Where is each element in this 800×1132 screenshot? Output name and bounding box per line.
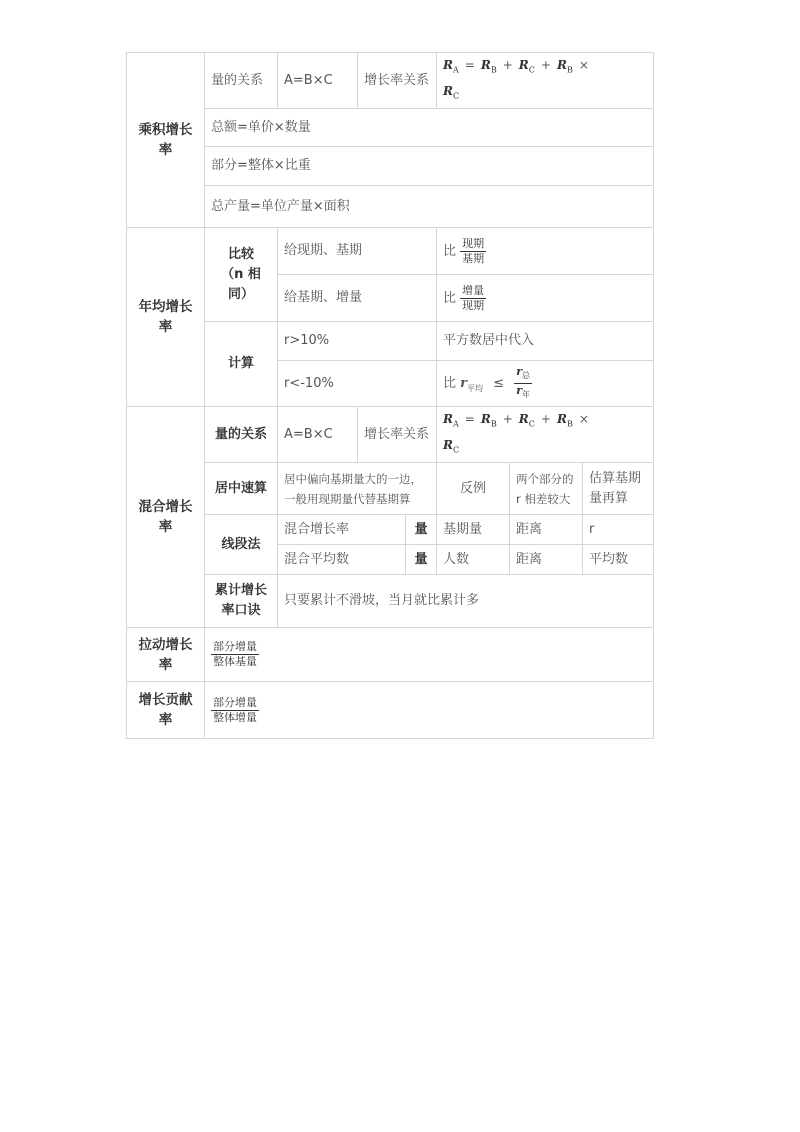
table-row bbox=[127, 575, 654, 628]
section-title-mixed: 混合增长率 bbox=[127, 407, 205, 628]
seg-cell: 量 bbox=[406, 545, 437, 575]
seg-cell: 平均数 bbox=[583, 545, 654, 575]
section-title-annual-average: 年均增长率 bbox=[127, 228, 205, 407]
fraction-current-over-base: $\frac{\text{现期}}{\text{基期}}$ bbox=[462, 236, 485, 265]
rate-relation-label: 增长率关系 bbox=[358, 53, 437, 109]
estimate-base: 估算基期量再算 bbox=[583, 463, 654, 515]
table-row bbox=[127, 628, 654, 682]
total-amount-formula: 总额=单价×数量 bbox=[205, 109, 654, 147]
fraction-part-inc-over-whole-base: $\frac{\text{部分增量}}{\text{整体基量}}$ bbox=[213, 640, 257, 668]
table-row bbox=[127, 53, 654, 109]
section-title-pull: 拉动增长率 bbox=[127, 628, 205, 682]
qty-relation-value: A=B×C bbox=[278, 407, 358, 463]
pull-rate-formula bbox=[205, 628, 654, 682]
table-row bbox=[127, 228, 654, 275]
condition-below-minus-10: r<-10% bbox=[278, 361, 437, 407]
seg-cell: 距离 bbox=[510, 545, 583, 575]
fraction-increment-over-current: $\frac{\text{增量}}{\text{现期}}$ bbox=[462, 283, 485, 312]
given-base-increment: 给基期、增量 bbox=[278, 275, 437, 322]
fraction-total-over-years: $\frac{r_总}{r_年}$ bbox=[514, 365, 532, 402]
compare-label: 比较 （n 相 同） bbox=[205, 228, 278, 322]
rate-relation-formula: $R_A = R_B + R_C + R_B$ × $R_C$ bbox=[437, 53, 654, 109]
table-row bbox=[127, 186, 654, 228]
seg-cell: 人数 bbox=[437, 545, 510, 575]
seg-cell: r bbox=[583, 515, 654, 545]
part-whole-formula: 部分=整体×比重 bbox=[205, 147, 654, 186]
seg-cell: 量 bbox=[406, 515, 437, 545]
seg-cell: 距离 bbox=[510, 515, 583, 545]
section-title-contribution: 增长贡献率 bbox=[127, 682, 205, 739]
table-row bbox=[127, 463, 654, 515]
qty-relation-label: 量的关系 bbox=[205, 407, 278, 463]
rate-relation-label: 增长率关系 bbox=[358, 407, 437, 463]
table-row bbox=[127, 147, 654, 186]
two-parts-condition: 两个部分的 r 相差较大 bbox=[510, 463, 583, 515]
compare-inequality: 比 $r_{平均}$ ≤ $\frac{r_总}{r_年}$ bbox=[437, 361, 654, 407]
table-row bbox=[127, 407, 654, 463]
calc-label: 计算 bbox=[205, 322, 278, 407]
middle-calc-label: 居中速算 bbox=[205, 463, 278, 515]
given-current-base: 给现期、基期 bbox=[278, 228, 437, 275]
seg-cell: 基期量 bbox=[437, 515, 510, 545]
contribution-rate-formula bbox=[205, 682, 654, 739]
rate-relation-formula: $R_A = R_B + R_C + R_B$ × $R_C$ bbox=[437, 407, 654, 463]
compare-ratio-1: 比 $\frac{\text{现期}}{\text{基期}}$ bbox=[437, 228, 654, 275]
table-row bbox=[127, 682, 654, 739]
middle-calc-desc: 居中偏向基期量大的一边，一般用现期量代替基期算 bbox=[278, 463, 437, 515]
condition-above-10: r>10% bbox=[278, 322, 437, 361]
seg-cell: 混合增长率 bbox=[278, 515, 406, 545]
counter-example: 反例 bbox=[437, 463, 510, 515]
method-square-center: 平方数居中代入 bbox=[437, 322, 654, 361]
formula-table bbox=[126, 52, 654, 739]
section-title-product: 乘积增长率 bbox=[127, 53, 205, 228]
table-row bbox=[127, 515, 654, 545]
seg-cell: 混合平均数 bbox=[278, 545, 406, 575]
fraction-part-inc-over-whole-inc: $\frac{\text{部分增量}}{\text{整体增量}}$ bbox=[213, 695, 257, 724]
qty-relation-value: A=B×C bbox=[278, 53, 358, 109]
cumulative-rule-text: 只要累计不滑坡，当月就比累计多 bbox=[278, 575, 654, 628]
table-row bbox=[127, 109, 654, 147]
growth-rate-summary-table bbox=[126, 52, 653, 738]
table-row bbox=[127, 322, 654, 361]
qty-relation-label: 量的关系 bbox=[205, 53, 278, 109]
compare-ratio-2: 比 $\frac{\text{增量}}{\text{现期}}$ bbox=[437, 275, 654, 322]
segment-method-label: 线段法 bbox=[205, 515, 278, 575]
total-output-formula: 总产量=单位产量×面积 bbox=[205, 186, 654, 228]
cumulative-rule-label: 累计增长率口诀 bbox=[205, 575, 278, 628]
